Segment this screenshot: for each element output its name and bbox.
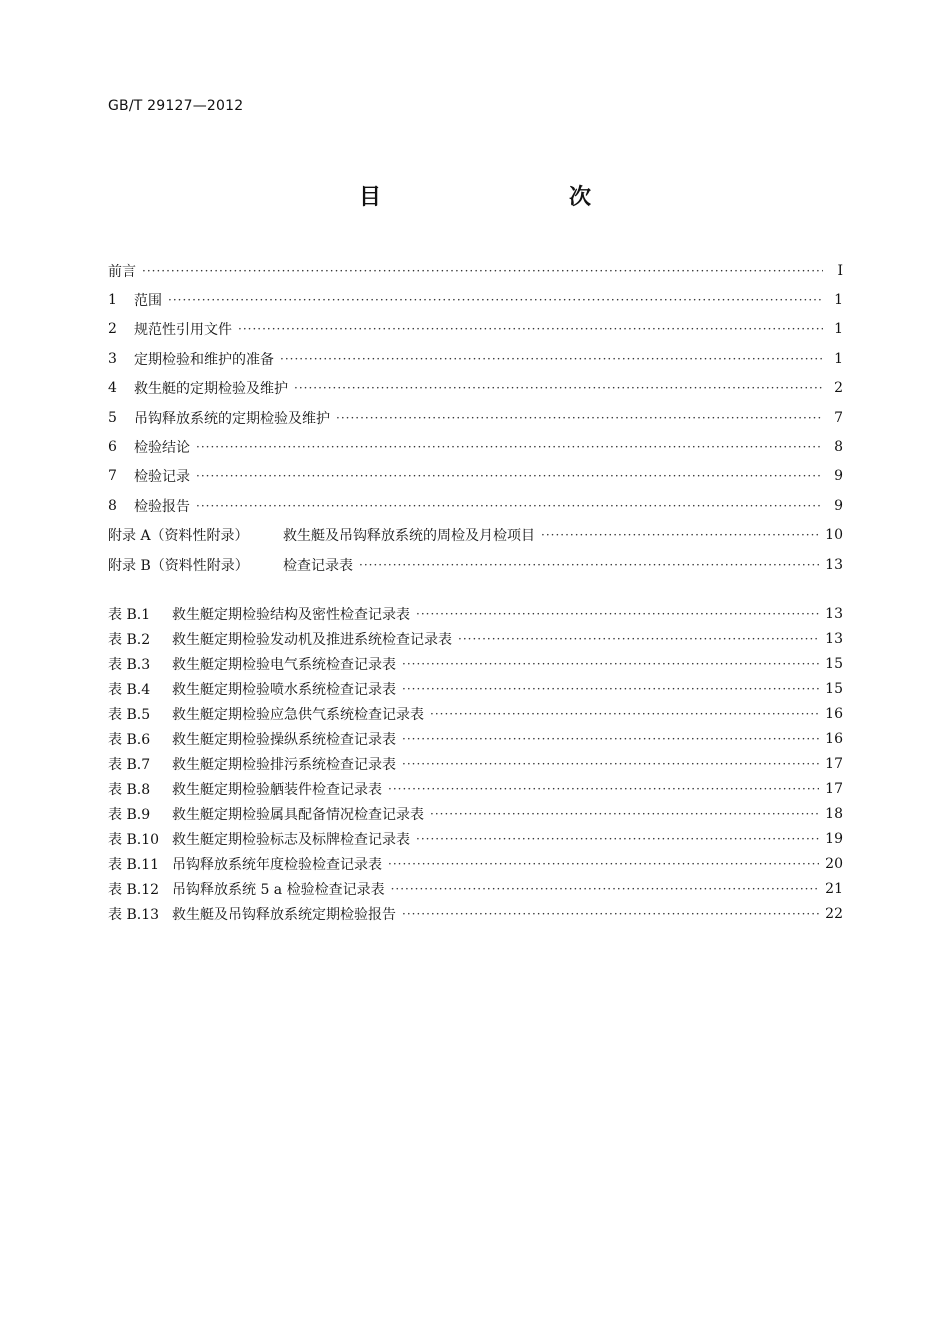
entry-page-number: 17 (825, 755, 843, 772)
leader-dots (388, 782, 819, 796)
toc-entry[interactable] (108, 491, 843, 520)
entry-number: 表 B.9 (108, 806, 151, 823)
table-entry[interactable] (108, 876, 843, 901)
entry-label: 救生艇及吊钩释放系统定期检验报告 (172, 906, 396, 923)
entry-label: 救生艇及吊钩释放系统的周检及月检项目 (283, 528, 535, 545)
entry-page-number: 18 (825, 805, 843, 822)
leader-dots (388, 857, 819, 871)
entry-label: 检验报告 (134, 498, 190, 515)
table-entry[interactable] (108, 676, 843, 701)
entry-label: 救生艇定期检验发动机及推进系统检查记录表 (172, 631, 452, 648)
entry-page-number: 8 (834, 439, 843, 456)
leader-dots (402, 732, 819, 746)
toc-entry[interactable] (108, 403, 843, 432)
entry-label: 救生艇定期检验舾装件检查记录表 (172, 781, 382, 798)
entry-label: 检查记录表 (283, 557, 353, 574)
leader-dots (402, 757, 819, 771)
entry-page-number: 22 (825, 905, 843, 922)
entry-number: 5 (108, 409, 117, 426)
entry-number: 附录 B（资料性附录） (108, 557, 249, 574)
entry-number: 表 B.3 (108, 656, 151, 673)
leader-dots (142, 264, 823, 278)
entry-number: 表 B.7 (108, 756, 151, 773)
table-entry[interactable] (108, 801, 843, 826)
page-title: 目 次 (358, 185, 639, 210)
entry-page-number: 13 (825, 556, 843, 573)
toc-entry[interactable] (108, 550, 843, 579)
toc-entry[interactable] (108, 315, 843, 344)
entry-number: 表 B.8 (108, 781, 151, 798)
entry-label: 救生艇定期检验排污系统检查记录表 (172, 756, 396, 773)
table-of-contents (108, 256, 843, 579)
entry-page-number: 1 (834, 350, 843, 367)
entry-number: 表 B.6 (108, 731, 151, 748)
table-entry[interactable] (108, 851, 843, 876)
entry-label: 救生艇定期检验属具配备情况检查记录表 (172, 806, 424, 823)
entry-number: 4 (108, 380, 117, 397)
entry-number: 表 B.13 (108, 906, 160, 923)
entry-label: 救生艇定期检验喷水系统检查记录表 (172, 681, 396, 698)
entry-number: 表 B.11 (108, 856, 160, 873)
leader-dots (430, 707, 819, 721)
leader-dots (168, 293, 823, 307)
entry-page-number: 21 (825, 880, 843, 897)
table-entry[interactable] (108, 701, 843, 726)
entry-page-number: 16 (825, 730, 843, 747)
entry-page-number: 19 (825, 830, 843, 847)
leader-dots (402, 657, 819, 671)
entry-number: 表 B.10 (108, 831, 160, 848)
leader-dots (416, 607, 819, 621)
entry-label: 规范性引用文件 (134, 322, 232, 339)
leader-dots (430, 807, 819, 821)
entry-number: 表 B.1 (108, 606, 151, 623)
leader-dots (196, 499, 823, 513)
entry-page-number: 9 (834, 468, 843, 485)
entry-label: 检验记录 (134, 469, 190, 486)
entry-label: 救生艇定期检验操纵系统检查记录表 (172, 731, 396, 748)
leader-dots (359, 558, 819, 572)
entry-number: 6 (108, 439, 117, 456)
entry-label: 范围 (134, 293, 162, 310)
entry-page-number: 13 (825, 630, 843, 647)
table-entry[interactable] (108, 751, 843, 776)
toc-entry[interactable] (108, 344, 843, 373)
entry-page-number: 1 (834, 292, 843, 309)
entry-number: 2 (108, 321, 117, 338)
entry-number: 表 B.4 (108, 681, 151, 698)
entry-number: 3 (108, 350, 117, 367)
entry-page-number: 13 (825, 605, 843, 622)
toc-entry[interactable] (108, 521, 843, 550)
entry-label: 吊钩释放系统年度检验检查记录表 (172, 856, 382, 873)
entry-page-number: 16 (825, 705, 843, 722)
toc-entry[interactable] (108, 432, 843, 461)
entry-page-number: 2 (834, 380, 843, 397)
list-of-tables (108, 601, 843, 926)
entry-label: 救生艇定期检验标志及标牌检查记录表 (172, 831, 410, 848)
leader-dots (196, 469, 823, 483)
entry-label: 救生艇定期检验应急供气系统检查记录表 (172, 706, 424, 723)
leader-dots (402, 682, 819, 696)
leader-dots (402, 907, 819, 921)
entry-page-number: 20 (825, 855, 843, 872)
entry-number: 附录 A（资料性附录） (108, 528, 249, 545)
table-entry[interactable] (108, 626, 843, 651)
leader-dots (416, 832, 819, 846)
leader-dots (238, 322, 823, 336)
entry-number: 表 B.12 (108, 881, 160, 898)
entry-number: 8 (108, 497, 117, 514)
toc-entry[interactable] (108, 374, 843, 403)
leader-dots (541, 528, 819, 542)
entry-number: 表 B.5 (108, 706, 151, 723)
leader-dots (336, 411, 823, 425)
entry-page-number: 7 (834, 409, 843, 426)
table-entry[interactable] (108, 601, 843, 626)
entry-page-number: 15 (825, 680, 843, 697)
entry-label: 救生艇的定期检验及维护 (134, 381, 288, 398)
entry-page-number: Ⅰ (837, 262, 843, 279)
entry-label: 吊钩释放系统 5 a 检验检查记录表 (172, 881, 385, 898)
toc-entry[interactable] (108, 462, 843, 491)
entry-number: 1 (108, 292, 117, 309)
table-entry[interactable] (108, 726, 843, 751)
entry-page-number: 9 (834, 497, 843, 514)
entry-number: 表 B.2 (108, 631, 151, 648)
toc-entry[interactable] (108, 285, 843, 314)
table-entry[interactable] (108, 651, 843, 676)
entry-label: 救生艇定期检验结构及密性检查记录表 (172, 606, 410, 623)
leader-dots (294, 381, 823, 395)
table-entry[interactable] (108, 901, 843, 926)
entry-page-number: 17 (825, 780, 843, 797)
toc-entry[interactable] (108, 256, 843, 285)
entry-number: 7 (108, 468, 117, 485)
entry-label: 前言 (108, 263, 136, 280)
table-entry[interactable] (108, 826, 843, 851)
leader-dots (280, 352, 823, 366)
entry-label: 定期检验和维护的准备 (134, 351, 274, 368)
entry-label: 救生艇定期检验电气系统检查记录表 (172, 656, 396, 673)
leader-dots (391, 882, 820, 896)
entry-page-number: 10 (825, 527, 843, 544)
entry-label: 吊钩释放系统的定期检验及维护 (134, 410, 330, 427)
table-entry[interactable] (108, 776, 843, 801)
leader-dots (196, 440, 823, 454)
leader-dots (458, 632, 819, 646)
entry-page-number: 1 (834, 321, 843, 338)
standard-code: GB/T 29127—2012 (108, 98, 244, 114)
entry-label: 检验结论 (134, 440, 190, 457)
entry-page-number: 15 (825, 655, 843, 672)
